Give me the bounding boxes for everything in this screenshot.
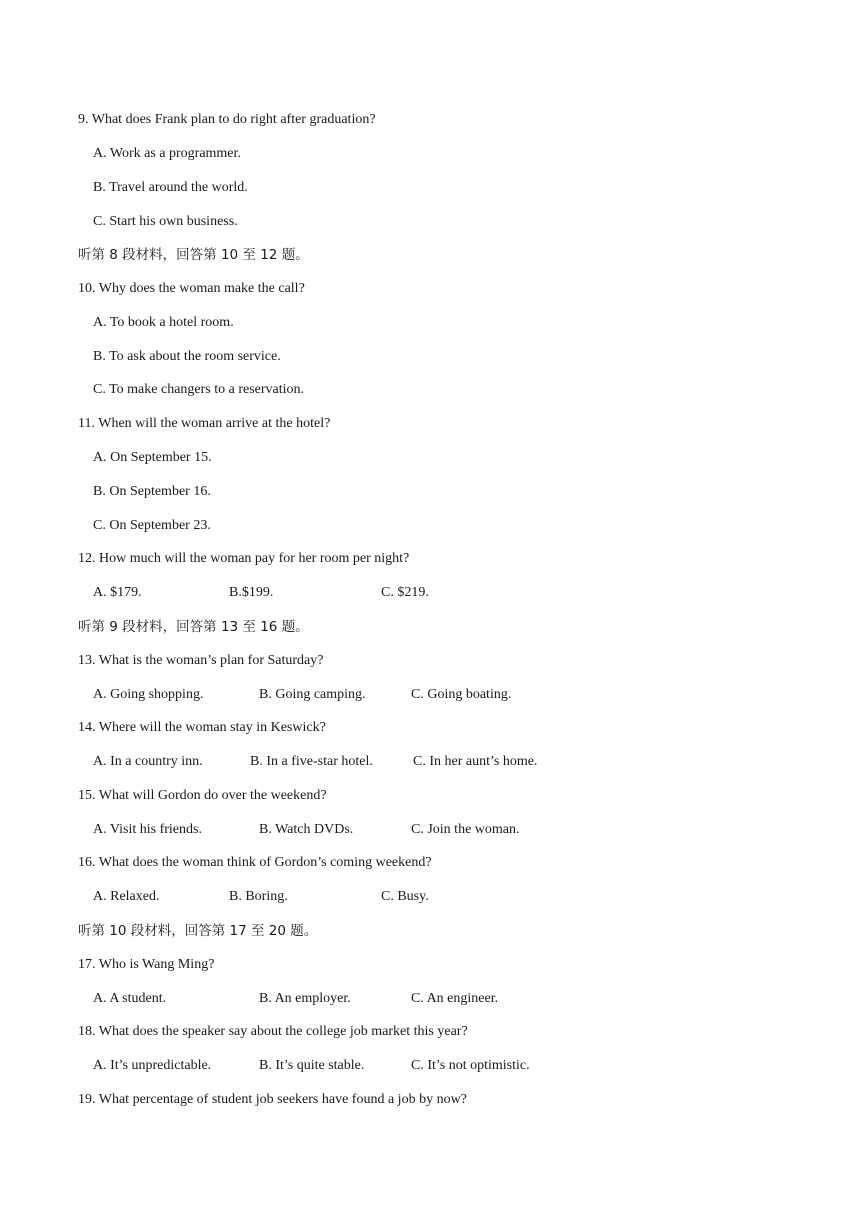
q14-option-c: C. In her aunt’s home. <box>413 754 538 769</box>
q18-options <box>0 1057 860 1075</box>
q14-options <box>0 753 860 771</box>
question-9: 9. What does Frank plan to do right after graduation? <box>78 112 376 127</box>
q11-option-b: B. On September 16. <box>93 484 211 499</box>
q17-option-c: C. An engineer. <box>411 991 499 1006</box>
q12-option-c: C. $219. <box>381 585 429 600</box>
q12-options <box>0 584 860 602</box>
q18-option-c: C. It’s not optimistic. <box>411 1058 530 1073</box>
question-14: 14. Where will the woman stay in Keswick? <box>78 720 326 735</box>
q17-option-b: B. An employer. <box>259 991 351 1006</box>
question-11: 11. When will the woman arrive at the hotel? <box>78 416 331 431</box>
q12-option-b: B.$199. <box>229 585 274 600</box>
q10-option-c: C. To make changers to a reservation. <box>93 382 305 397</box>
question-17: 17. Who is Wang Ming? <box>78 957 215 972</box>
q15-option-c: C. Join the woman. <box>411 822 520 837</box>
q15-option-a: A. Visit his friends. <box>93 822 202 837</box>
question-16: 16. What does the woman think of Gordon’s coming weekend? <box>78 855 432 870</box>
q16-option-a: A. Relaxed. <box>93 889 160 904</box>
q13-option-c: C. Going boating. <box>411 687 512 702</box>
q17-options <box>0 990 860 1008</box>
q17-option-a: A. A student. <box>93 991 167 1006</box>
q13-options <box>0 686 860 704</box>
question-13: 13. What is the woman’s plan for Saturday? <box>78 653 324 668</box>
q16-options <box>0 888 860 906</box>
q13-option-a: A. Going shopping. <box>93 687 204 702</box>
q9-option-a: A. Work as a programmer. <box>93 146 241 161</box>
q11-option-a: A. On September 15. <box>93 450 212 465</box>
q16-option-c: C. Busy. <box>381 889 429 904</box>
section-9-instruction: 听第 9 段材料，回答第 13 至 16 题。 <box>78 619 309 635</box>
q9-option-c: C. Start his own business. <box>93 214 238 229</box>
question-19: 19. What percentage of student job seekers have found a job by now? <box>78 1092 467 1107</box>
q11-option-c: C. On September 23. <box>93 518 211 533</box>
q15-options <box>0 821 860 839</box>
question-18: 18. What does the speaker say about the college job market this year? <box>78 1024 468 1039</box>
question-12: 12. How much will the woman pay for her room per night? <box>78 551 410 566</box>
q12-option-a: A. $179. <box>93 585 142 600</box>
question-10: 10. Why does the woman make the call? <box>78 281 305 296</box>
section-8-instruction: 听第 8 段材料，回答第 10 至 12 题。 <box>78 247 309 263</box>
q18-option-a: A. It’s unpredictable. <box>93 1058 212 1073</box>
q18-option-b: B. It’s quite stable. <box>259 1058 365 1073</box>
q13-option-b: B. Going camping. <box>259 687 366 702</box>
q15-option-b: B. Watch DVDs. <box>259 822 354 837</box>
section-10-instruction: 听第 10 段材料，回答第 17 至 20 题。 <box>78 923 318 939</box>
q16-option-b: B. Boring. <box>229 889 288 904</box>
q14-option-a: A. In a country inn. <box>93 754 203 769</box>
question-15: 15. What will Gordon do over the weekend? <box>78 788 327 803</box>
q14-option-b: B. In a five-star hotel. <box>250 754 373 769</box>
q10-option-a: A. To book a hotel room. <box>93 315 234 330</box>
q10-option-b: B. To ask about the room service. <box>93 349 281 364</box>
q9-option-b: B. Travel around the world. <box>93 180 248 195</box>
